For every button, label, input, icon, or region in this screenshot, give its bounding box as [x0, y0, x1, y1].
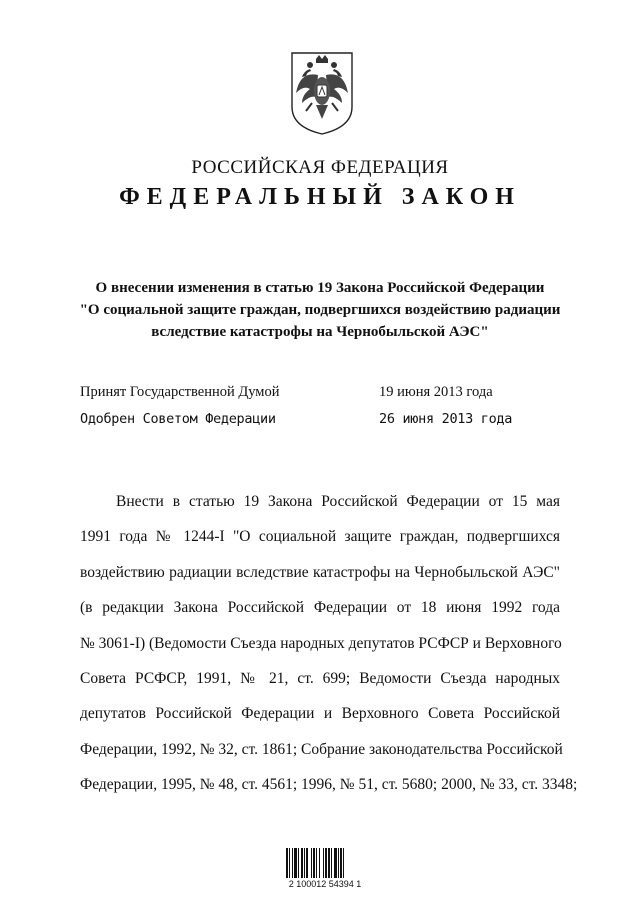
barcode-icon — [286, 848, 360, 878]
duma-adoption-date: 19 июня 2013 года — [379, 384, 493, 400]
body-line: Внести в статью 19 Закона Российской Федерации от 15 мая — [116, 493, 560, 510]
country-heading: РОССИЙСКАЯ ФЕДЕРАЦИЯ — [191, 157, 449, 178]
barcode-bar — [338, 848, 339, 878]
body-line: (в редакции Закона Российской Федерации от 18 июня 1992 года — [80, 599, 560, 617]
barcode-bar — [331, 848, 332, 878]
barcode-bar — [286, 848, 288, 878]
barcode-bar — [301, 848, 303, 878]
barcode-bar — [294, 848, 297, 878]
barcode-number: 2 100012 54394 1 — [288, 879, 362, 889]
barcode-bar — [298, 848, 299, 878]
barcode-bar — [319, 848, 320, 878]
barcode-bar — [306, 848, 308, 878]
body-line: Федерации, 1995, № 48, ст. 4561; 1996, № 51, ст. 5680; 2000, № 33, ст. 3348; — [80, 776, 578, 794]
body-line: депутатов Российской Федерации и Верховного Совета Российской — [80, 705, 560, 723]
body-line: 1991 года № 1244-I "О социальной защите граждан, подвергшихся — [80, 528, 560, 546]
body-line: Федерации, 1992, № 32, ст. 1861; Собрание законодательства Российской — [80, 740, 563, 758]
barcode-bar — [292, 848, 293, 878]
council-approval-label: Одобрен Советом Федерации — [80, 411, 276, 427]
council-approval-date: 26 июня 2013 года — [379, 411, 513, 427]
barcode-bar — [316, 848, 317, 878]
barcode-bar — [325, 848, 327, 878]
barcode-bar — [340, 848, 342, 878]
barcode-bar — [334, 848, 337, 878]
law-title-line: вследствие катастрофы на Чернобыльской АЭС" — [151, 324, 489, 340]
barcode-bar — [311, 848, 312, 878]
document-type-heading: ФЕДЕРАЛЬНЫЙ ЗАКОН — [119, 184, 521, 210]
barcode-bar — [313, 848, 315, 878]
russian-coat-of-arms-icon — [288, 49, 356, 137]
law-title-line: "О социальной защите граждан, подвергшихся воздействию радиации — [79, 302, 561, 318]
duma-adoption-label: Принят Государственной Думой — [80, 384, 280, 400]
body-line: воздействию радиации вследствие катастрофы на Чернобыльской АЭС" — [80, 563, 560, 581]
barcode-bar — [323, 848, 324, 878]
body-line: Совета РСФСР, 1991, № 21, ст. 699; Ведомости Съезда народных — [80, 669, 560, 687]
barcode-bar — [328, 848, 330, 878]
law-title-line: О внесении изменения в статью 19 Закона Российской Федерации — [95, 280, 545, 296]
law-body-text — [80, 484, 578, 803]
law-title — [60, 277, 580, 343]
barcode-bar — [304, 848, 305, 878]
barcode-bar — [343, 848, 344, 878]
body-line: № 3061-I) (Ведомости Съезда народных депутатов РСФСР и Верховного — [80, 634, 562, 652]
barcode-bar — [289, 848, 290, 878]
